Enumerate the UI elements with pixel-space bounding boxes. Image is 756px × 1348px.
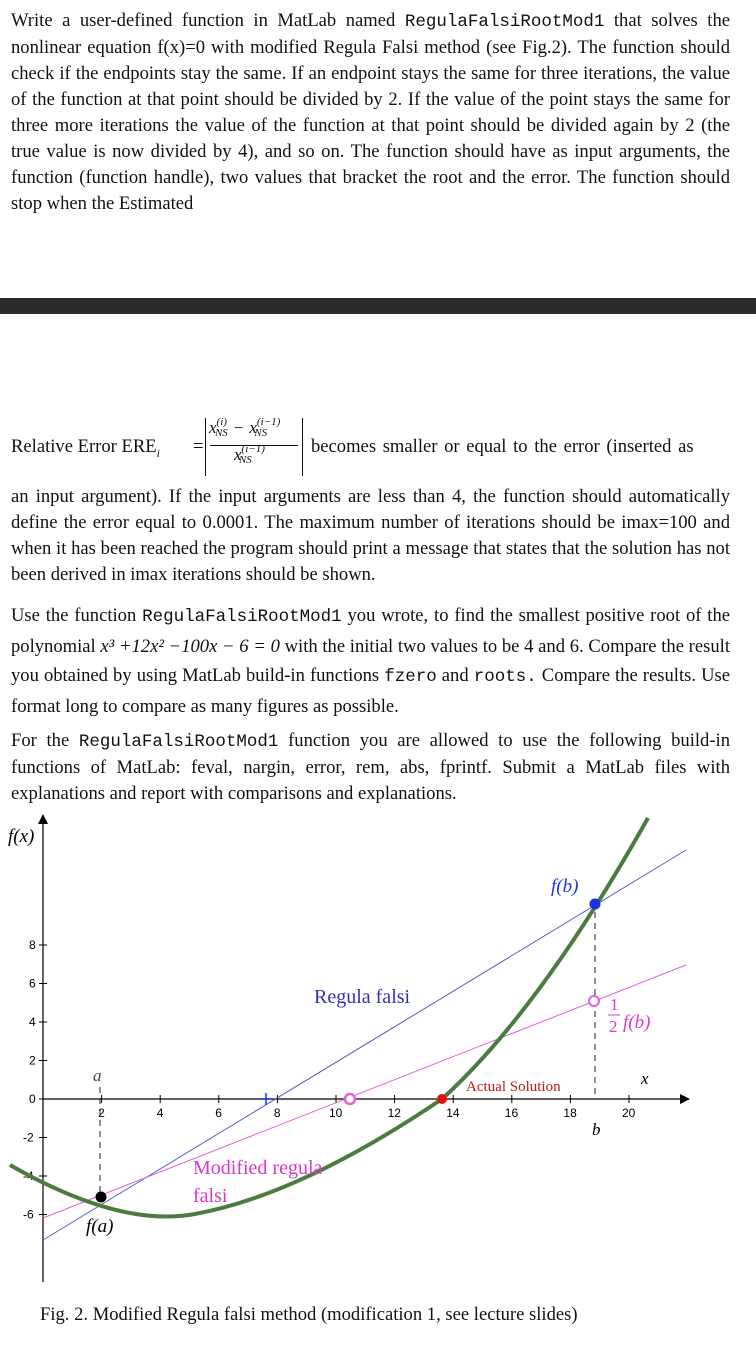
label-modified-2: falsi <box>193 1185 228 1207</box>
ere-label: Relative Error $ERE_i$ <box>11 436 160 460</box>
x-tick-label: 20 <box>622 1106 636 1120</box>
x-tick-label: 12 <box>387 1106 401 1120</box>
y-axis-label: f(x) <box>8 826 35 847</box>
y-tick-label: -6 <box>23 1207 34 1222</box>
x-tick-label: 2 <box>98 1106 105 1120</box>
fzero-name: fzero <box>384 667 437 687</box>
ere-after-text: becomes smaller or equal to the error (inserted as <box>311 436 694 457</box>
x-tick-label: 8 <box>273 1106 281 1120</box>
ere-denominator: $x^{(i-1)}NS$ <box>234 443 265 466</box>
paragraph-input-args: an input argument). If the input arguments are less than 4, the function should automatically define the error equal to 0.0001. The maximum number of iterations should be imax=100 and when it has been reached the program should print a message that states that the solution has not been derived in imax iterations should be shown. <box>11 486 730 585</box>
para3-text-4: and <box>436 665 474 686</box>
axes <box>38 814 690 1282</box>
y-tick-label: 2 <box>29 1053 36 1068</box>
ere-equals: = <box>193 436 204 457</box>
x-tick-label: 6 <box>215 1106 222 1120</box>
label-half-fb: f(b) <box>623 1012 651 1033</box>
x-tick-label: 18 <box>563 1106 577 1120</box>
roots-name: roots. <box>473 667 537 687</box>
figure-caption: Fig. 2. Modified Regula falsi method (modification 1, see lecture slides) <box>40 1304 578 1325</box>
label-a: a <box>93 1066 102 1085</box>
x-axis-label: x <box>641 1069 649 1088</box>
para3-text-1: Use the function <box>11 605 143 626</box>
para1-text-rest: that solves the nonlinear equation f(x)=0 with modified Regula Falsi method (see Fig.2). The function should check if the endpoints stay the same. If an endpoint stays the same for three iterations, the value of the function at that point should be divided by 2. If the value of the point stays the same for three more iterations the value of the function at that point should be divided again by 2 (the true value is now divided by 4), and so on. The function should have as input arguments, the function (function handle), two values that bracket the root and the error. The function should stop when the Estimated <box>11 10 730 214</box>
x-axis-arrow <box>680 1094 690 1104</box>
ere-numerator: $x^{(i)}NS - x^{(i-1)}NS$ <box>209 416 281 439</box>
function-name: RegulaFalsiRootMod1 <box>404 12 605 32</box>
paragraph-task <box>11 8 730 217</box>
regula-falsi-line <box>43 850 686 1240</box>
y-tick-label: -2 <box>23 1130 34 1145</box>
label-fa: f(a) <box>86 1216 114 1237</box>
regula-crossing-marker <box>260 1093 272 1105</box>
para3-text-3: with the initial two values to be 4 and 6. Compare the result you obtained by using MatLab build-in functions <box>11 636 730 686</box>
ere-formula-line <box>11 416 736 480</box>
label-half-num: 1 <box>610 995 619 1014</box>
y-tick-label: 4 <box>29 1015 36 1029</box>
para3-text-2: you wrote, to find the smallest positive root of the polynomial <box>11 605 730 657</box>
label-b: b <box>592 1120 601 1139</box>
point-modified-root <box>345 1094 355 1104</box>
point-a <box>96 1192 107 1203</box>
label-half-den: 2 <box>609 1017 618 1036</box>
y-tick-label: 8 <box>29 938 36 952</box>
y-tick-label: -4 <box>23 1169 34 1183</box>
y-axis-arrow <box>38 814 48 824</box>
paragraph-use-function <box>11 601 730 721</box>
para3-text-5: Compare the results. Use format long to compare as many figures as possible. <box>11 665 730 717</box>
point-actual-solution <box>437 1094 447 1104</box>
x-tick-label: 10 <box>329 1106 343 1120</box>
dark-divider-bar <box>0 298 756 314</box>
point-b <box>590 899 601 910</box>
ere-fraction <box>205 418 303 476</box>
y-tick-label: 0 <box>29 1092 36 1106</box>
para4-text-1: For the <box>11 730 79 751</box>
point-half-fb <box>589 996 599 1006</box>
y-tick-label: 6 <box>29 976 36 991</box>
function-name-2: RegulaFalsiRootMod1 <box>142 607 342 627</box>
label-actual-solution: Actual Solution <box>466 1079 561 1095</box>
polynomial: x³ +12x² −100x − 6 = 0 <box>100 636 280 657</box>
para1-text-start: Write a user-defined function in MatLab named <box>11 10 405 31</box>
x-tick-label: 14 <box>446 1106 460 1120</box>
label-fb: f(b) <box>551 876 579 897</box>
label-regula-falsi: Regula falsi <box>314 986 411 1008</box>
label-modified-1: Modified regula <box>193 1157 323 1179</box>
x-tick-label: 4 <box>156 1106 164 1120</box>
function-name-3: RegulaFalsiRootMod1 <box>78 732 279 752</box>
paragraph-allowed-functions <box>11 728 730 807</box>
regula-falsi-figure <box>0 810 756 1300</box>
para4-text-2: function you are allowed to use the following build-in functions of MatLab: feval, nargin, error, rem, abs, fprintf. Submit a MatLab files with explanations and report with comparisons and explanations. <box>11 730 730 804</box>
x-tick-label: 16 <box>504 1106 519 1120</box>
